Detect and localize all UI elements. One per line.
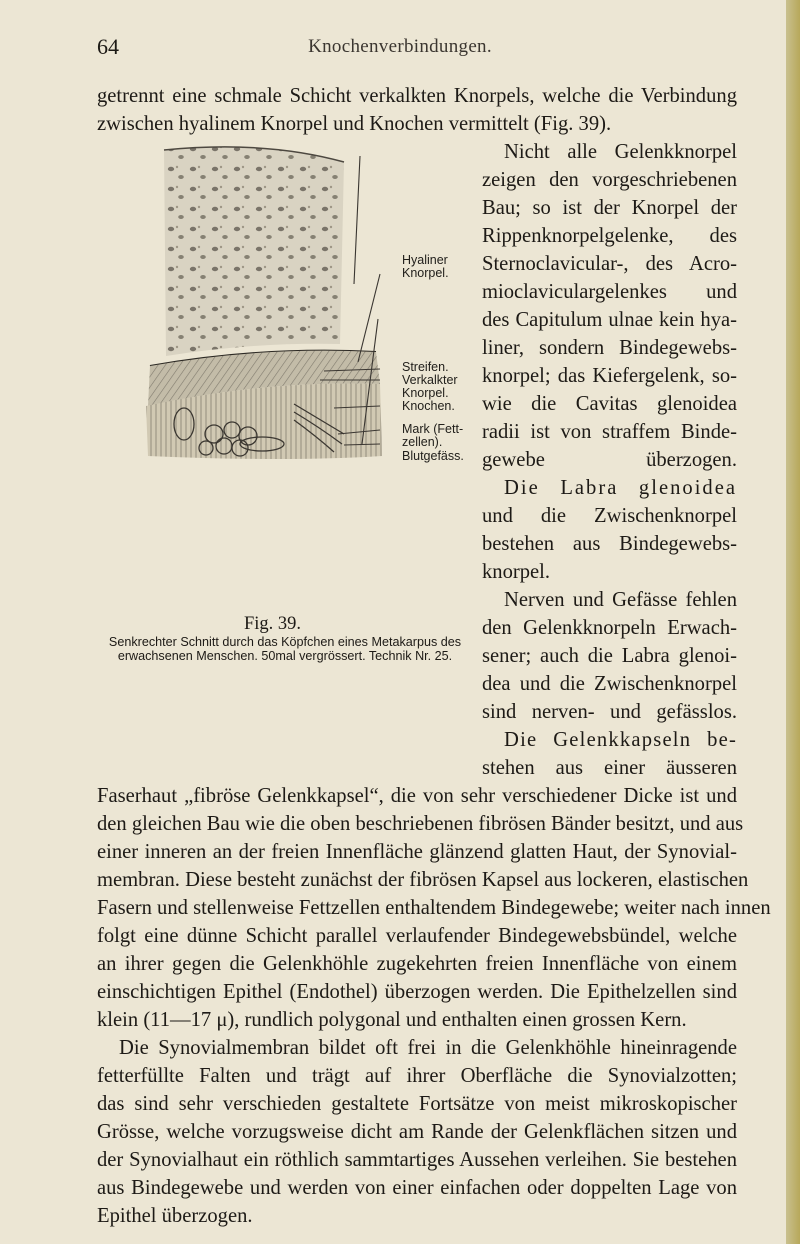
label-streifen: Streifen. bbox=[402, 360, 449, 374]
right-column-line: radii ist von straffem Binde- bbox=[482, 421, 737, 443]
histology-illustration bbox=[144, 144, 398, 608]
intro-line: getrennt eine schmale Schicht verkalkten Knorpels, welche die Verbindung bbox=[97, 85, 737, 107]
intro-line: zwischen hyalinem Knorpel und Knochen vermittelt (Fig. 39). bbox=[97, 113, 612, 135]
right-column-line: Rippenknorpelgelenke, des bbox=[482, 225, 737, 247]
right-column-line: den Gelenkknorpeln Erwach- bbox=[482, 617, 737, 639]
right-column-line: Die Labra glenoidea bbox=[504, 477, 737, 499]
right-column-line: knorpel. bbox=[482, 561, 551, 583]
body-line: das sind sehr verschieden gestaltete Fortsätze von meist mikroskopischer bbox=[97, 1093, 737, 1115]
right-column-line: dea und die Zwischenknorpel bbox=[482, 673, 737, 695]
right-column-line: sind nerven- und gefässlos. bbox=[482, 701, 737, 723]
body-line: einer inneren an der freien Innenfläche glänzend glatten Haut, der Synovial- bbox=[97, 841, 737, 863]
right-column-line: zeigen den vorgeschriebenen bbox=[482, 169, 737, 191]
body-line: fetterfüllte Falten und trägt auf ihrer Oberfläche die Synovialzotten; bbox=[97, 1065, 737, 1087]
body-line: folgt eine dünne Schicht parallel verlaufender Bindegewebsbündel, welche bbox=[97, 925, 737, 947]
body-line: Grösse, welche vorzugsweise dicht am Rande der Gelenkflächen sitzen und bbox=[97, 1121, 737, 1143]
label-blutgefaess: Blutgefäss. bbox=[402, 449, 464, 463]
figure-39 bbox=[144, 144, 464, 608]
body-line: Die Synovialmembran bildet oft frei in die Gelenkhöhle hineinragende bbox=[119, 1037, 737, 1059]
right-column-line: des Capitulum ulnae kein hya- bbox=[482, 309, 737, 331]
page-number: 64 bbox=[97, 34, 119, 59]
page-header bbox=[0, 34, 800, 64]
body-line: der Synovialhaut ein röthlich sammtartiges Aussehen verleihen. Sie bestehen bbox=[97, 1149, 737, 1171]
right-column-line: Nerven und Gefässe fehlen bbox=[504, 589, 737, 611]
right-column-line: gewebe überzogen. bbox=[482, 449, 737, 471]
right-column-line: Sternoclavicular-, des Acro- bbox=[482, 253, 737, 275]
label-hyaliner-knorpel: Hyaliner Knorpel. bbox=[402, 253, 449, 280]
figure-caption: Senkrechter Schnitt durch das Köpfchen eines Metakarpus des erwachsenen Menschen. 50mal vergrössert. Technik Nr. 25. bbox=[108, 635, 462, 663]
label-knochen: Knochen. bbox=[402, 399, 455, 413]
right-column-line: Die Gelenkkapseln be- bbox=[504, 729, 737, 751]
body-line: den gleichen Bau wie die oben beschriebenen fibrösen Bänder besitzt, und aus bbox=[97, 813, 744, 835]
page-edge bbox=[786, 0, 800, 1244]
body-line: Faserhaut „fibröse Gelenkkapsel“, die von sehr verschiedener Dicke ist und bbox=[97, 785, 737, 807]
body-line: an ihrer gegen die Gelenkhöhle zugekehrten freien Innenfläche von einem bbox=[97, 953, 737, 975]
right-column-line: Nicht alle Gelenkknorpel bbox=[504, 141, 737, 163]
running-head: Knochenverbindungen. bbox=[308, 36, 492, 57]
body-line: stehen aus einer äusseren bbox=[482, 757, 737, 779]
body-line: einschichtigen Epithel (Endothel) überzogen werden. Die Epithelzellen sind bbox=[97, 981, 737, 1003]
right-column-line: bestehen aus Bindegewebs- bbox=[482, 533, 737, 555]
label-mark: Mark (Fett-zellen). bbox=[402, 422, 464, 449]
right-column-line: sener; auch die Labra glenoi- bbox=[482, 645, 737, 667]
label-verkalkter-knorpel: Verkalkter Knorpel. bbox=[402, 373, 458, 400]
right-column-line: knorpel; das Kiefergelenk, so- bbox=[482, 365, 737, 387]
figure-number: Fig. 39. bbox=[244, 614, 302, 634]
right-column-line: mioclaviculargelenkes und bbox=[482, 281, 737, 303]
right-column-line: und die Zwischenknorpel bbox=[482, 505, 737, 527]
right-column-line: wie die Cavitas glenoidea bbox=[482, 393, 737, 415]
body-line: membran. Diese besteht zunächst der fibrösen Kapsel aus lockeren, elastischen bbox=[97, 869, 749, 891]
body-line: klein (11—17 μ), rundlich polygonal und enthalten einen grossen Kern. bbox=[97, 1009, 687, 1031]
body-line: aus Bindegewebe und werden von einer einfachen oder doppelten Lage von bbox=[97, 1177, 737, 1199]
body-line: Epithel überzogen. bbox=[97, 1205, 253, 1227]
right-column-line: liner, sondern Bindegewebs- bbox=[482, 337, 737, 359]
body-line: Fasern und stellenweise Fettzellen enthaltendem Bindegewebe; weiter nach innen bbox=[97, 897, 771, 919]
right-column-line: Bau; so ist der Knorpel der bbox=[482, 197, 737, 219]
